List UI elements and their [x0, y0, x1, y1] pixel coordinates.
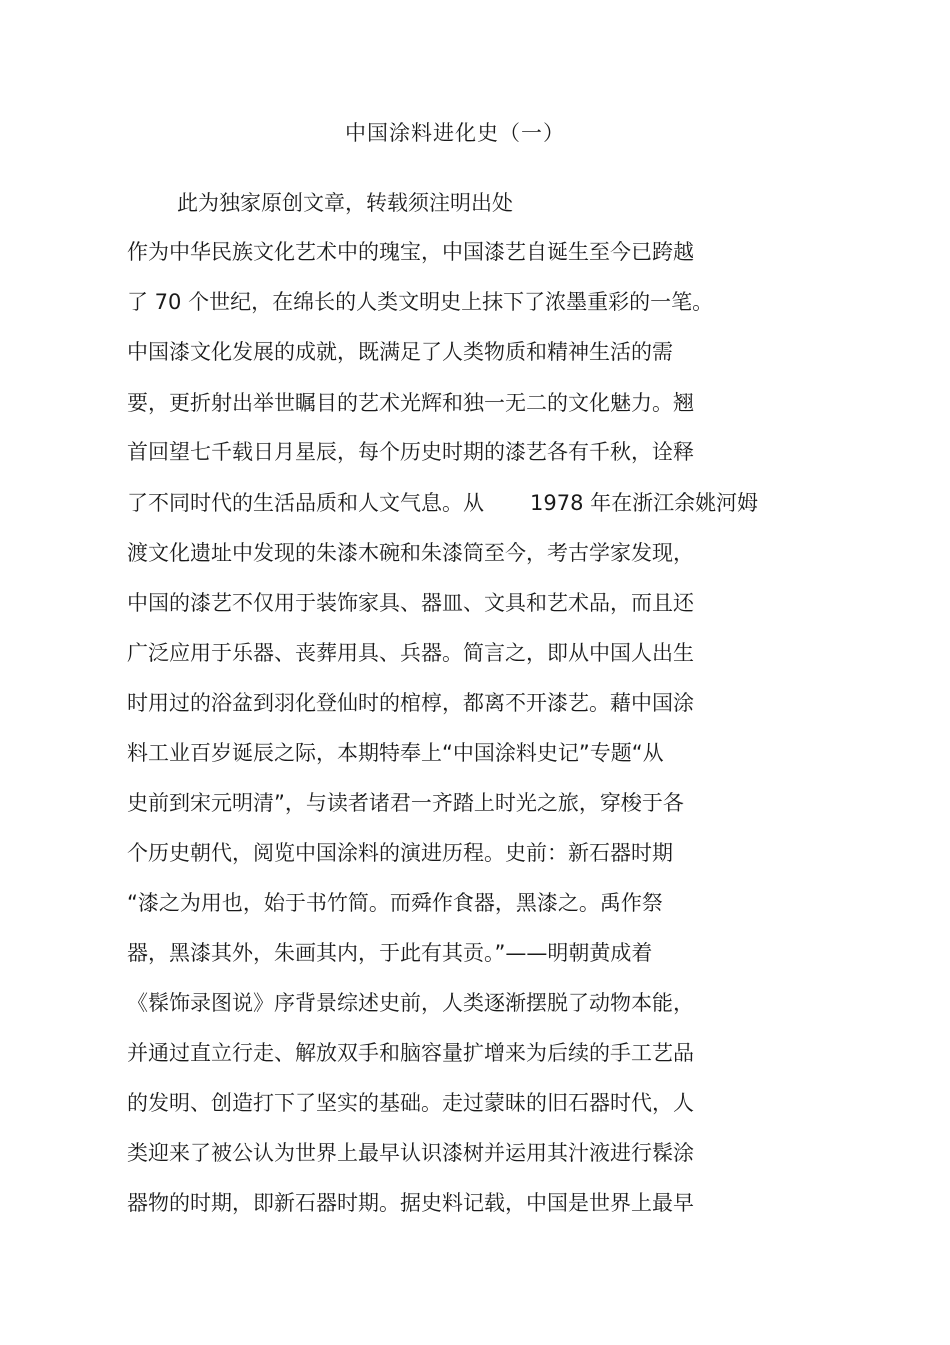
body-line-with-gap — [127, 488, 758, 518]
copyright-notice: 此为独家原创文章，转载须注明出处 — [177, 191, 513, 215]
body-line: 首回望七千载日月星辰，每个历史时期的漆艺各有千秋，诠释 — [127, 440, 694, 464]
body-line: 中国漆文化发展的成就，既满足了人类物质和精神生活的需 — [127, 340, 673, 364]
body-line: 渡文化遗址中发现的朱漆木碗和朱漆筒至今，考古学家发现， — [127, 541, 694, 565]
body-line: 的发明、创造打下了坚实的基础。走过蒙昧的旧石器时代，人 — [127, 1091, 694, 1115]
body-line: 要，更折射出举世瞩目的艺术光辉和独一无二的文化魅力。翘 — [127, 391, 694, 415]
body-line: “漆之为用也，始于书竹简。而舜作食器，黑漆之。禹作祭 — [127, 891, 663, 915]
body-line: 类迎来了被公认为世界上最早认识漆树并运用其汁液进行髹涂 — [127, 1141, 694, 1165]
body-line: 器物的时期，即新石器时期。据史料记载，中国是世界上最早 — [127, 1191, 694, 1215]
body-line: 作为中华民族文化艺术中的瑰宝，中国漆艺自诞生至今已跨越 — [127, 240, 694, 264]
body-line-tail: 1978 年在浙江余姚河姆 — [530, 491, 759, 515]
body-line: 器，黑漆其外，朱画其内，于此有其贡。”——明朝黄成着 — [127, 941, 653, 965]
document-title: 中国涂料进化史（一） — [345, 121, 565, 145]
body-line: 《髹饰录图说》序背景综述史前，人类逐渐摆脱了动物本能， — [127, 991, 694, 1015]
body-line: 广泛应用于乐器、丧葬用具、兵器。简言之，即从中国人出生 — [127, 641, 694, 665]
body-line: 时用过的浴盆到羽化登仙时的棺椁，都离不开漆艺。藉中国涂 — [127, 691, 694, 715]
body-line: 并通过直立行走、解放双手和脑容量扩增来为后续的手工艺品 — [127, 1041, 694, 1065]
body-line: 史前到宋元明清”，与读者诸君一齐踏上时光之旅，穿梭于各 — [127, 791, 684, 815]
body-line: 了 70 个世纪，在绵长的人类文明史上抹下了浓墨重彩的一笔。 — [127, 290, 714, 314]
body-line: 个历史朝代，阅览中国涂料的演进历程。史前：新石器时期 — [127, 841, 673, 865]
body-line-head: 了不同时代的生活品质和人文气息。从 — [127, 491, 484, 515]
body-line: 料工业百岁诞辰之际，本期特奉上“中国涂料史记”专题“从 — [127, 741, 664, 765]
body-line: 中国的漆艺不仅用于装饰家具、器皿、文具和艺术品，而且还 — [127, 591, 694, 615]
